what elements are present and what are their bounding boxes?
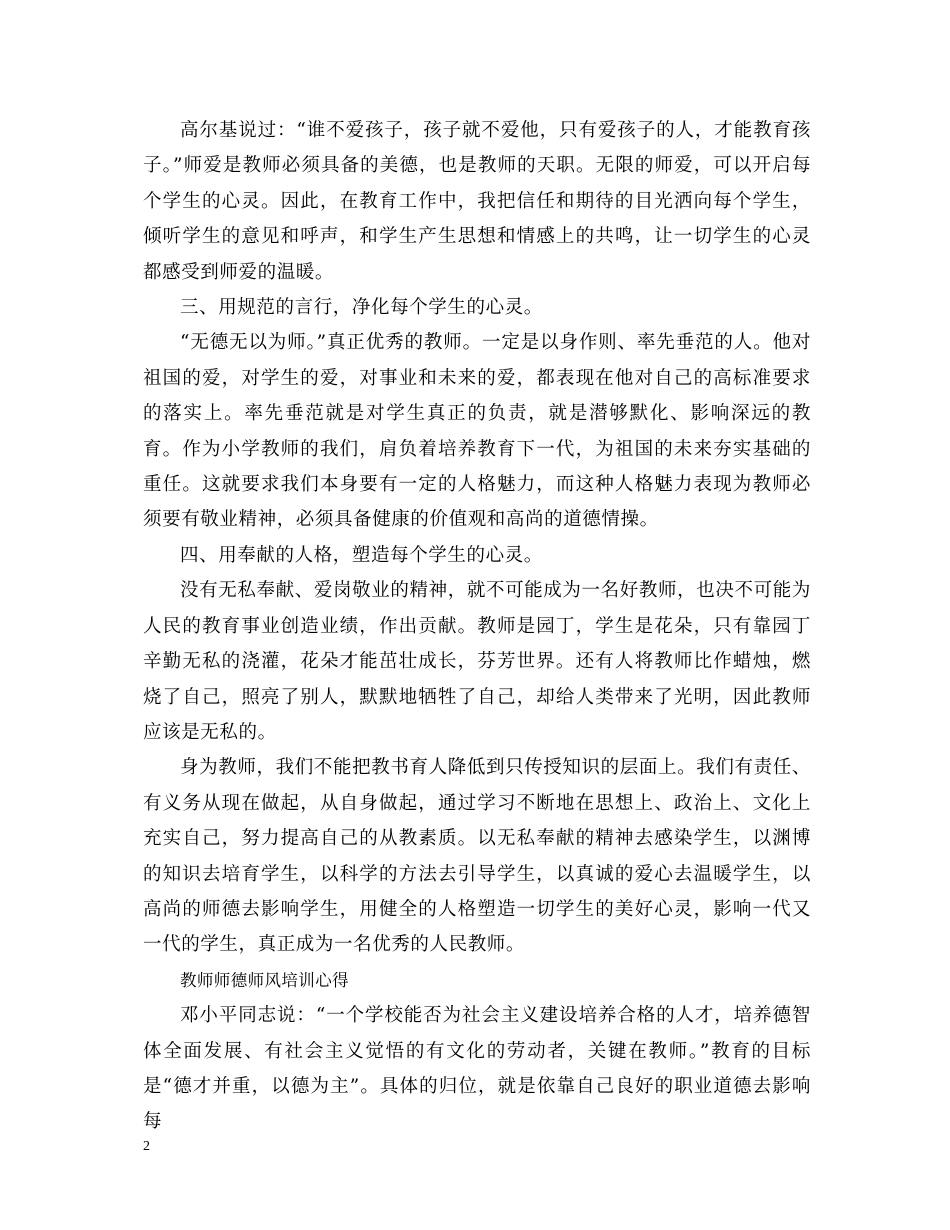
paragraph-moral-example: “无德无以为师。”真正优秀的教师。一定是以身作则、率先垂范的人。他对祖国的爱，对学生的爱，对事业和未来的爱，都表现在他对自己的高标准要求的落实上。率先垂范就是对学生真正的负责，就是潜够默化、影响深远的教育。作为小学教师的我们，肩负着培养教育下一代，为祖国的未来夯实基础的重任。这就要求我们本身要有一定的人格魅力，而这种人格魅力表现为教师必须要有敬业精神，必须具备健康的价值观和高尚的道德情操。: [143, 332, 811, 531]
section-heading-four: 四、用奉献的人格，塑造每个学生的心灵。: [180, 544, 543, 566]
paragraph-teacher-responsibility: 身为教师，我们不能把教书育人降低到只传授知识的层面上。我们有责任、有义务从现在做起，从自身做起，通过学习不断地在思想上、政治上、文化上充实自己，努力提高自己的从教素质。以无私奉献的精神去感染学生，以渊博的知识去培育学生，以科学的方法去引导学生，以真诚的爱心去温暖学生，以高尚的师德去影响学生，用健全的人格塑造一切学生的美好心灵，影响一代又一代的学生，真正成为一名优秀的人民教师。: [143, 757, 811, 956]
section-heading-three: 三、用规范的言行，净化每个学生的心灵。: [180, 297, 543, 319]
page-number: 2: [143, 1139, 150, 1154]
paragraph-gorky-quote: 高尔基说过：“谁不爱孩子，孩子就不爱他，只有爱孩子的人，才能教育孩子。”师爱是教师必须具备的美德，也是教师的天职。无限的师爱，可以开启每个学生的心灵。因此，在教育工作中，我把信任和期待的目光洒向每个学生，倾听学生的意见和呼声，和学生产生思想和情感上的共鸣，让一切学生的心灵都感受到师爱的温暖。: [143, 120, 811, 283]
paragraph-selfless-dedication: 没有无私奉献、爱岗敬业的精神，就不可能成为一名好教师，也决不可能为人民的教育事业创造业绩，作出贡献。教师是园丁，学生是花朵，只有靠园丁辛勤无私的浇灌，花朵才能茁壮成长，芬芳世界。还有人将教师比作蜡烛，燃烧了自己，照亮了别人，默默地牺牲了自己，却给人类带来了光明，因此教师应该是无私的。: [143, 580, 811, 743]
document-body: [143, 113, 811, 1140]
paragraph-deng-quote: 邓小平同志说：“一个学校能否为社会主义建设培养合格的人才，培养德智体全面发展、有社会主义觉悟的有文化的劳动者，关键在教师。”教育的目标是“德才并重，以德为主”。具体的归位，就是依靠自己良好的职业道德去影响每: [143, 1005, 811, 1133]
article-title: 教师师德师风培训心得: [180, 970, 349, 990]
